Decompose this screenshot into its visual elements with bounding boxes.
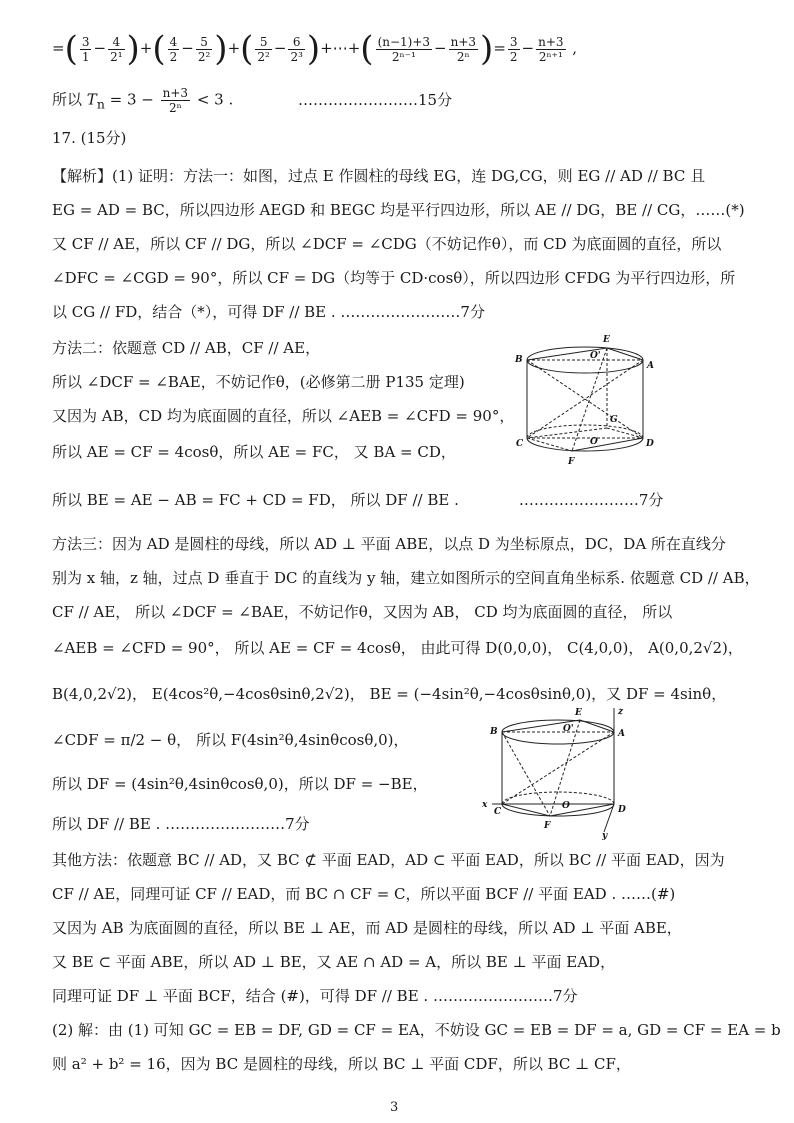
fig2-label-O-prime: O' [563, 724, 574, 734]
other-method-line2: CF // AE，同理可证 CF // EAD，而 BC ∩ CF = C，所以平面 BCF // 平面 EAD . ……(#) [52, 885, 676, 903]
fig1-label-B: B [515, 355, 523, 365]
page-number: 3 [390, 1100, 399, 1115]
part2-line1: (2) 解：由 (1) 可知 GC = EB = DF, GD = CF = EA，不妨设 GC = EB = DF = a, GD = CF = EA = b [52, 1021, 781, 1039]
q17-part1-line5: 以 CG // FD，结合（*），可得 DF // BE . ……………………7分 [52, 303, 485, 321]
sum-formula-line: =( $\frac{3}{1}$ − $\frac{4}{\text{2¹}}$ )+( $\frac{4}{2}$ − $\frac{5}{\text{2²}}$ )+( $\frac{5}{\text{2²}}$ − $\frac{6}{\text{2³}}$ )+⋯+( $\frac{(n-1)+3}{\text{2ⁿ⁻¹}}$ − $\frac{n+3}{\text{2ⁿ}}$ )= $\frac{3}{2}$ − $\frac{n+3}{\text{2ⁿ⁺¹}}$ , [52, 29, 578, 69]
method3-line7: 所以 DF = (4sin²θ,4sinθcosθ,0)，所以 DF = −BE， [52, 775, 428, 793]
fig1-label-E: E [603, 335, 610, 345]
fig2-label-z: z [618, 707, 624, 717]
method2-line5: 所以 BE = AE − AB = FC + CD = FD， 所以 DF // BE . ……………………7分 [52, 491, 664, 509]
method2-line4: 所以 AE = CF = 4cosθ，所以 AE = FC， 又 BA = CD， [52, 443, 456, 461]
q17-part1-line1: 【解析】(1) 证明：方法一：如图，过点 E 作圆柱的母线 EG，连 DG,CG，则 EG // AD // BC 且 [52, 167, 706, 185]
fig2-label-y: y [602, 831, 608, 840]
fig2-label-O: O [562, 801, 570, 811]
method3-line1: 方法三：因为 AD 是圆柱的母线，所以 AD ⊥ 平面 ABE，以点 D 为坐标原点，DC，DA 所在直线分 [52, 535, 726, 553]
other-method-line3: 又因为 AB 为底面圆的直径，所以 BE ⊥ AE，而 AD 是圆柱的母线，所以 AD ⊥ 平面 ABE， [52, 919, 682, 937]
method2-line2: 所以 ∠DCF = ∠BAE，不妨记作θ，(必修第二册 P135 定理) [52, 373, 465, 391]
fig2-label-x: x [482, 800, 488, 810]
cylinder-figure-2 [480, 704, 640, 840]
fig1-label-O: O [590, 437, 598, 447]
score-15: ……………………15分 [298, 90, 453, 109]
method2-line3: 又因为 AB，CD 均为底面圆的直径，所以 ∠AEB = ∠CFD = 90°， [52, 407, 515, 425]
fig1-label-D: D [646, 439, 654, 449]
method3-line6: ∠CDF = π/2 − θ， 所以 F(4sin²θ,4sinθcosθ,0)， [52, 731, 409, 749]
other-method-line4: 又 BE ⊂ 平面 ABE，所以 AD ⊥ BE，又 AE ∩ AD = A，所以 BE ⊥ 平面 EAD， [52, 953, 616, 971]
fig2-label-F: F [544, 821, 551, 831]
method3-line2: 别为 x 轴，z 轴，过点 D 垂直于 DC 的直线为 y 轴，建立如图所示的空间直角坐标系. 依题意 CD // AB， [52, 569, 760, 587]
method3-line5: B(4,0,2√2)， E(4cos²θ,−4cosθsinθ,2√2)， BE = (−4sin²θ,−4cosθsinθ,0)，又 DF = 4sinθ， [52, 685, 727, 703]
other-method-line1: 其他方法：依题意 BC // AD，又 BC ⊄ 平面 EAD，AD ⊂ 平面 EAD，所以 BC // 平面 EAD，因为 [52, 851, 725, 869]
method3-line3: CF // AE， 所以 ∠DCF = ∠BAE，不妨记作θ，又因为 AB， CD 均为底面圆的直径， 所以 [52, 603, 673, 621]
fig2-label-E: E [575, 708, 582, 718]
tn-prefix: 所以 [52, 90, 83, 109]
fig1-label-G: G [610, 415, 618, 425]
method3-line8: 所以 DF // BE . ……………………7分 [52, 815, 310, 833]
method2-line1: 方法二：依题意 CD // AB，CF // AE， [52, 339, 321, 357]
fig1-label-C: C [516, 439, 524, 449]
fig1-label-A: A [647, 361, 654, 371]
method3-line4: ∠AEB = ∠CFD = 90°， 所以 AE = CF = 4cosθ， 由此可得 D(0,0,0)， C(4,0,0)， A(0,0,2√2)， [52, 639, 743, 657]
fig2-label-A: A [618, 729, 625, 739]
q17-part1-line4: ∠DFC = ∠CGD = 90°，所以 CF = DG（均等于 CD·cosθ），所以四边形 CFDG 为平行四边形，所 [52, 269, 736, 287]
other-method-line5: 同理可证 DF ⊥ 平面 BCF，结合 (#)，可得 DF // BE . ……………………7分 [52, 987, 578, 1005]
cylinder-figure-1 [512, 330, 662, 470]
fig1-label-O-prime: O' [590, 351, 601, 361]
fig2-label-D: D [618, 805, 626, 815]
tn-line: 所以 $T_n = 3$ − $\frac{n+3}{\text{2ⁿ}}$ < 3 . ……………………15分 [52, 86, 453, 115]
part2-line2: 则 a² + b² = 16，因为 BC 是圆柱的母线，所以 BC ⊥ 平面 CDF，所以 BC ⊥ CF， [52, 1055, 631, 1073]
fig1-label-F: F [568, 457, 575, 467]
q17-part1-line3: 又 CF // AE，所以 CF // DG，所以 ∠DCF = ∠CDG（不妨记作θ），而 CD 为底面圆的直径，所以 [52, 235, 722, 253]
fig2-label-C: C [494, 807, 502, 817]
q17-part1-line2: EG = AD = BC，所以四边形 AEGD 和 BEGC 均是平行四边形，所以 AE // DG，BE // CG，……(*) [52, 201, 745, 219]
q17-heading: 17. (15分) [52, 129, 127, 147]
fig2-label-B: B [490, 727, 498, 737]
